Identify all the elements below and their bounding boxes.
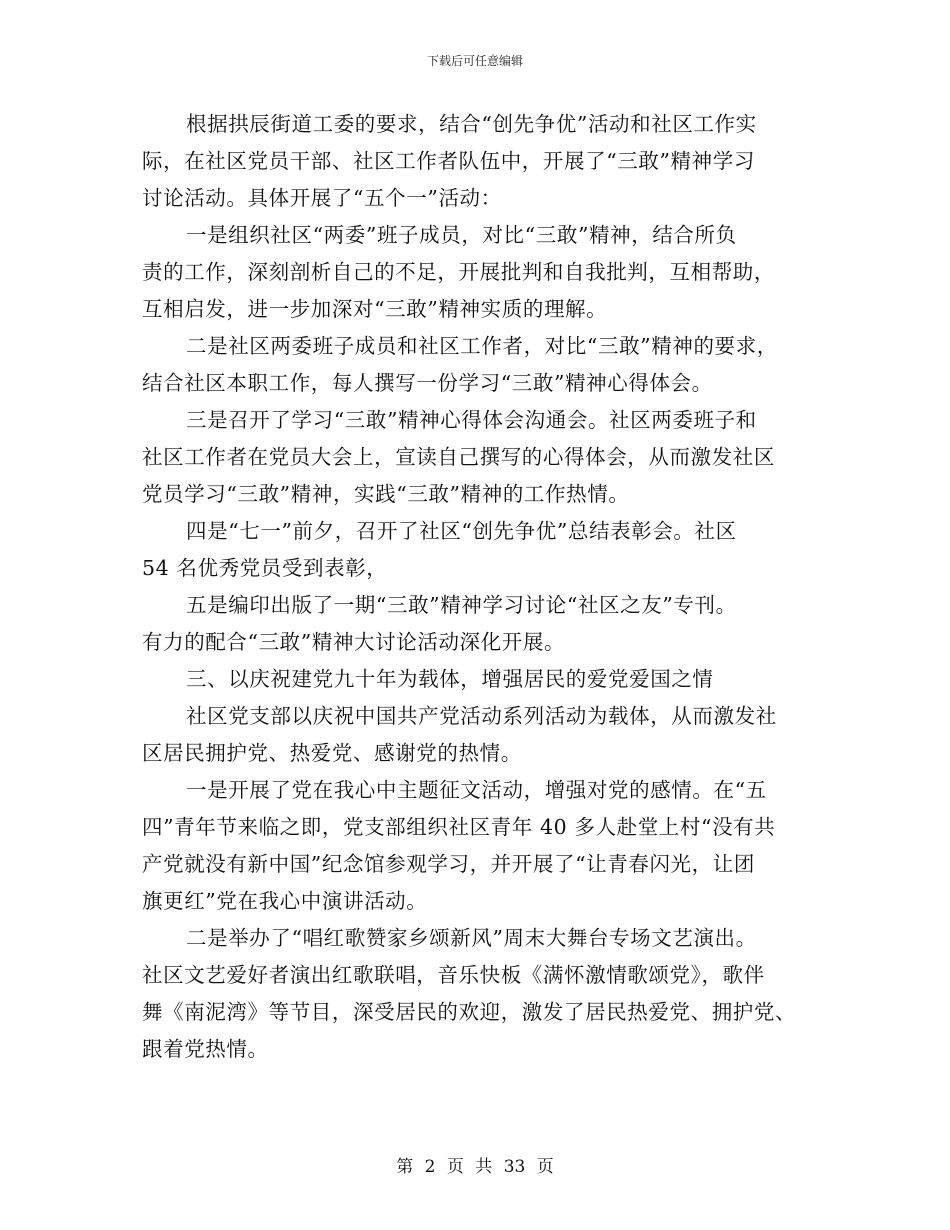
- page-footer: 第 2 页 共 33 页: [396, 1157, 554, 1177]
- text-line: 四”青年节来临之即，党支部组织社区青年 40 多人赴堂上村“没有共: [142, 815, 776, 839]
- text-line: 结合社区本职工作，每人撰写一份学习“三敢”精神心得体会。: [142, 371, 713, 395]
- document-body: [142, 106, 807, 1068]
- text-line: 舞《南泥湾》等节目，深受居民的欢迎，激发了居民热爱党、拥护党、: [142, 1000, 797, 1024]
- text-line: 讨论活动。具体开展了“五个一”活动：: [142, 186, 502, 210]
- text-line: 四是“七一”前夕，召开了社区“创先争优”总结表彰会。社区: [186, 519, 737, 543]
- text-line: 54 名优秀党员受到表彰，: [142, 556, 388, 580]
- text-line: 二是社区两委班子成员和社区工作者，对比“三敢”精神的要求，: [186, 334, 778, 358]
- text-line: 社区党支部以庆祝中国共产党活动系列活动为载体，从而激发社: [186, 704, 777, 728]
- text-line: 一是组织社区“两委”班子成员，对比“三敢”精神，结合所负: [186, 223, 737, 247]
- text-line: 有力的配合“三敢”精神大讨论活动深化开展。: [142, 630, 566, 654]
- text-line: 二是举办了“唱红歌赞家乡颂新风”周末大舞台专场文艺演出。: [186, 926, 757, 950]
- text-line: 区居民拥护党、热爱党、感谢党的热情。: [142, 741, 522, 765]
- text-line: 跟着党热情。: [142, 1037, 269, 1061]
- page-header: 下载后可任意编辑: [426, 54, 523, 68]
- text-line: 三、以庆祝建党九十年为载体，增强居民的爱党爱国之情: [186, 667, 714, 691]
- text-line: 一是开展了党在我心中主题征文活动，增强对党的感情。在“五: [186, 778, 767, 802]
- text-line: 社区工作者在党员大会上，宣读自己撰写的心得体会，从而激发社区: [142, 445, 775, 469]
- text-line: 根据拱辰街道工委的要求，结合“创先争优”活动和社区工作实: [186, 112, 757, 136]
- text-line: 旗更红”党在我心中演讲活动。: [142, 889, 428, 913]
- text-line: 党员学习“三敢”精神，实践“三敢”精神的工作热情。: [142, 482, 630, 506]
- text-line: 际，在社区党员干部、社区工作者队伍中，开展了“三敢”精神学习: [142, 149, 755, 173]
- text-line: 三是召开了学习“三敢”精神心得体会沟通会。社区两委班子和: [186, 408, 757, 432]
- text-line: 产党就没有新中国”纪念馆参观学习，并开展了“让青春闪光，让团: [142, 852, 755, 876]
- text-line: 责的工作，深刻剖析自己的不足，开展批判和自我批判，互相帮助，: [142, 260, 775, 284]
- text-line: 互相启发，进一步加深对“三敢”精神实质的理解。: [142, 297, 608, 321]
- text-line: 五是编印出版了一期“三敢”精神学习讨论“社区之友”专刊。: [186, 593, 737, 617]
- text-line: 社区文艺爱好者演出红歌联唱，音乐快板《满怀激情歌颂党》，歌伴: [142, 963, 765, 987]
